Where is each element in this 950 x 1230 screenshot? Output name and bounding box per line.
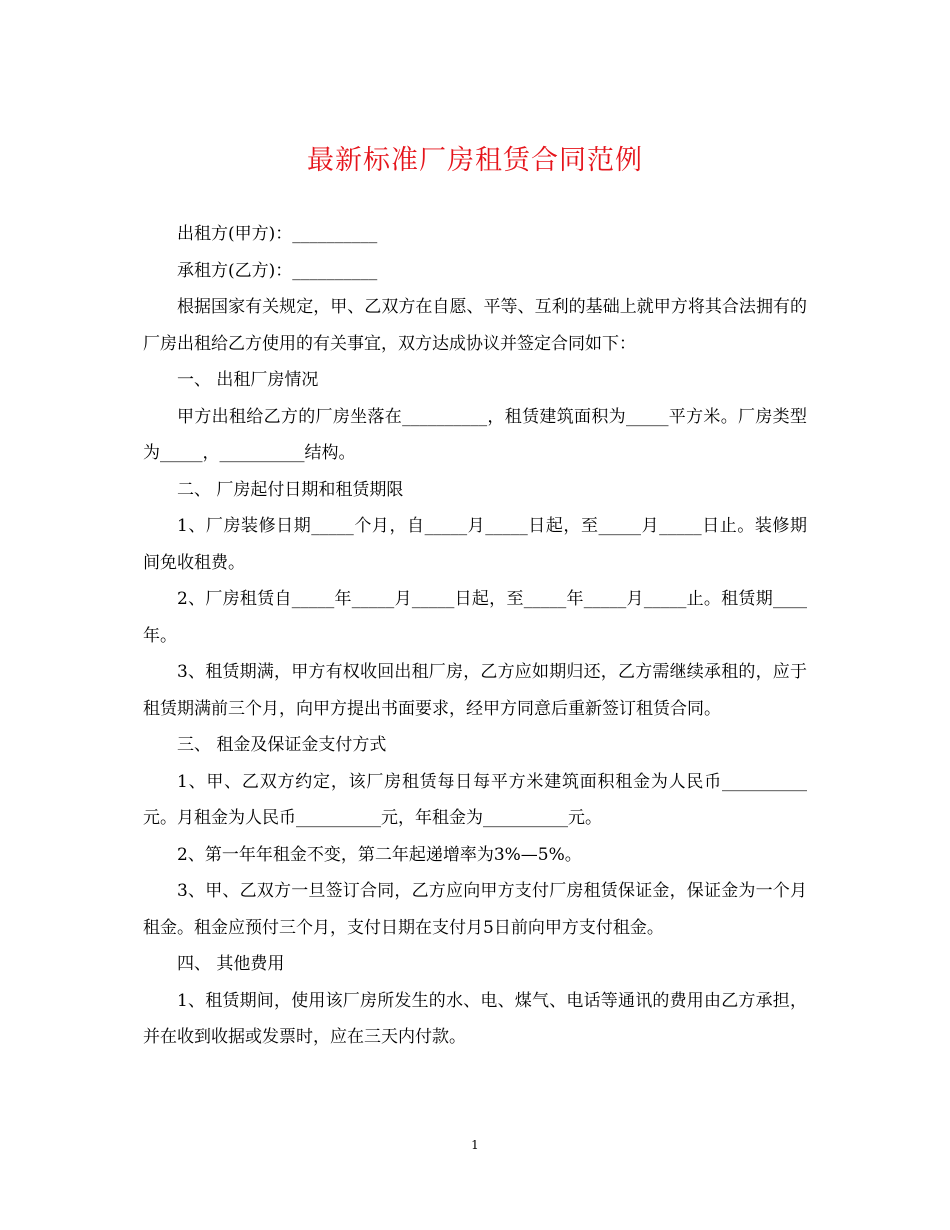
section-heading-4: 四、 其他费用 xyxy=(177,954,285,974)
paragraph-lessor: 出租方(甲方)：__________ xyxy=(177,224,378,244)
document-title: 最新标准厂房租赁合同范例 xyxy=(307,145,643,176)
paragraph-lease-term: 2、厂房租赁自_____年_____月_____日起，至_____年_____月_____止。租赁期____年。 xyxy=(143,589,807,646)
document-body xyxy=(143,216,807,1056)
section-heading-2: 二、 厂房起付日期和租赁期限 xyxy=(177,479,404,500)
paragraph-utilities: 1、租赁期间，使用该厂房所发生的水、电、煤气、电话等通讯的费用由乙方承担，并在收到收据或发票时，应在三天内付款。 xyxy=(143,990,807,1047)
section-heading-1: 一、 出租厂房情况 xyxy=(177,370,319,390)
paragraph-renovation-period: 1、厂房装修日期_____个月，自_____月_____日起，至_____月_____日止。装修期间免收租费。 xyxy=(143,516,807,573)
paragraph-rent-increase: 2、第一年年租金不变，第二年起递增率为3%—5%。 xyxy=(177,844,582,865)
page-number: 1 xyxy=(471,1138,479,1152)
paragraph-lease-expiry: 3、租赁期满，甲方有权收回出租厂房，乙方应如期归还，乙方需继续承租的，应于租赁期满前三个月，向甲方提出书面要求，经甲方同意后重新签订租赁合同。 xyxy=(143,662,807,719)
section-heading-3: 三、 租金及保证金支付方式 xyxy=(177,735,387,755)
paragraph-factory-location: 甲方出租给乙方的厂房坐落在__________，租赁建筑面积为_____平方米。厂房类型为_____，__________结构。 xyxy=(143,406,807,463)
paragraph-lessee: 承租方(乙方)：__________ xyxy=(177,260,378,281)
paragraph-rent-amount: 1、甲、乙双方约定，该厂房租赁每日每平方米建筑面积租金为人民币__________元。月租金为人民币__________元，年租金为__________元。 xyxy=(143,771,807,828)
paragraph-deposit: 3、甲、乙双方一旦签订合同，乙方应向甲方支付厂房租赁保证金，保证金为一个月租金。租金应预付三个月，支付日期在支付月5日前向甲方支付租金。 xyxy=(143,881,807,938)
paragraph-preamble: 根据国家有关规定，甲、乙双方在自愿、平等、互利的基础上就甲方将其合法拥有的厂房出租给乙方使用的有关事宜，双方达成协议并签定合同如下： xyxy=(143,297,807,354)
